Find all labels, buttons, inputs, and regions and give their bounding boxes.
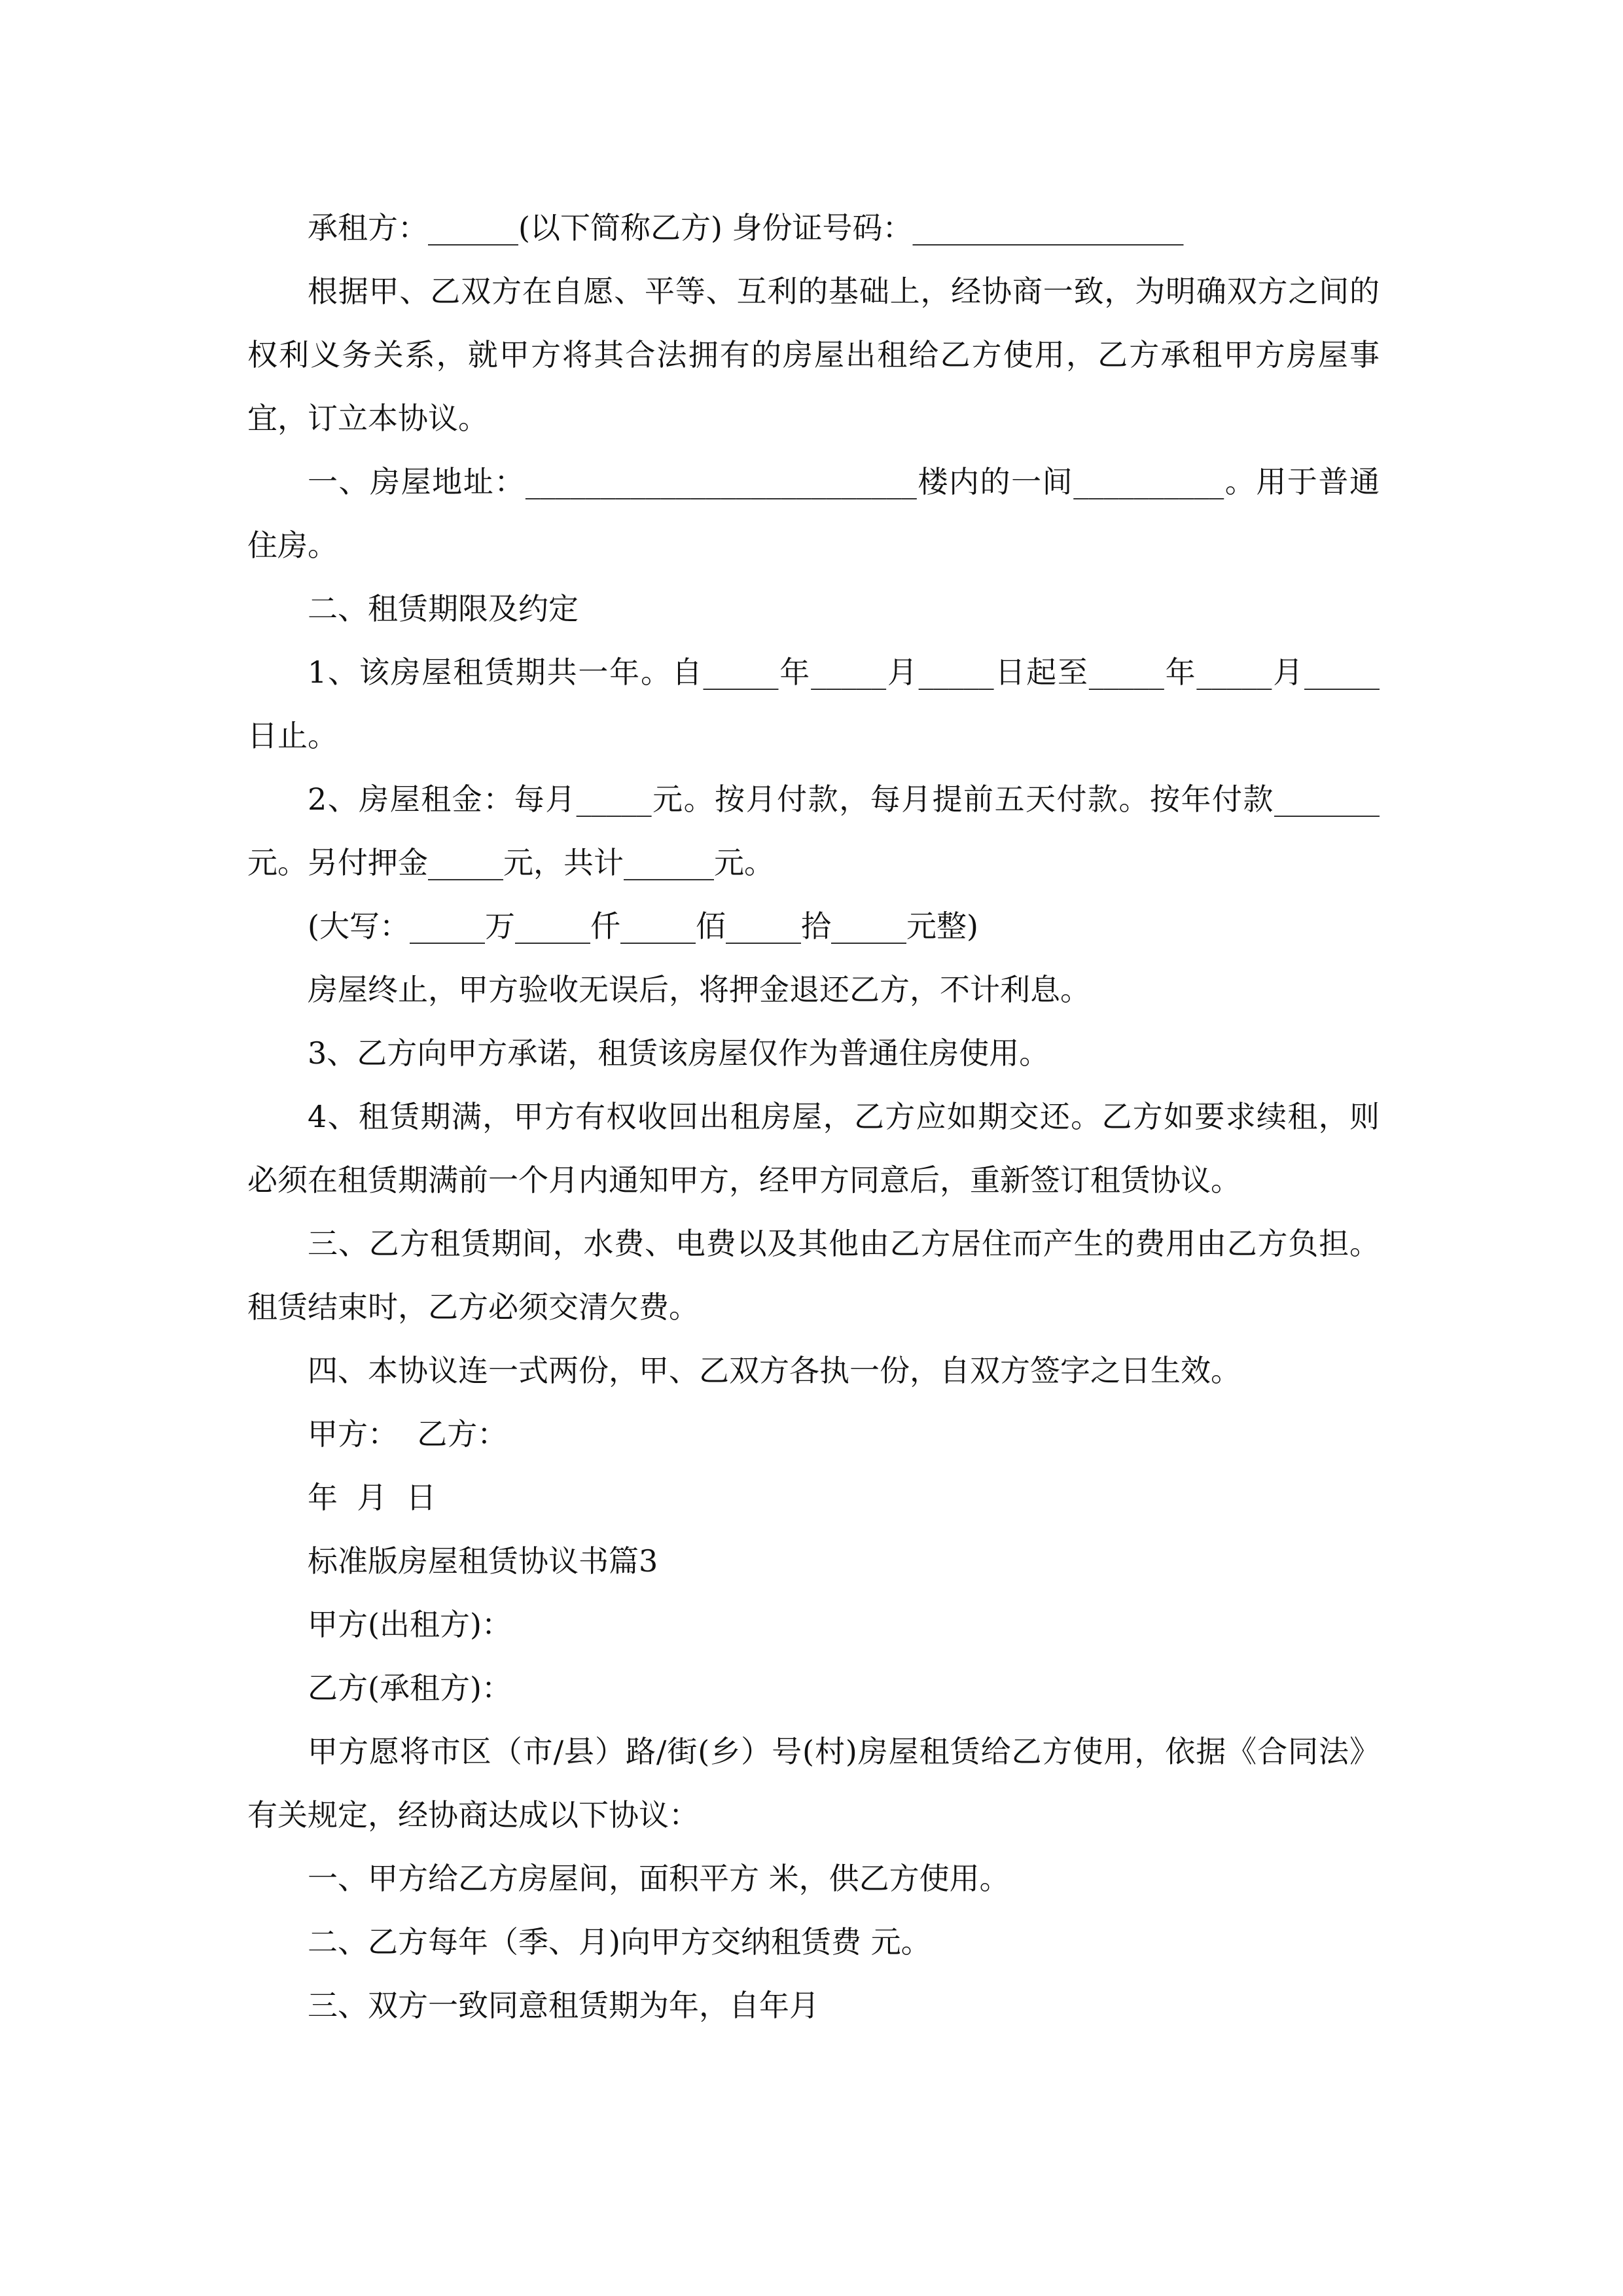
paragraph-rent: 2、房屋租金：每月_____元。按月付款，每月提前五天付款。按年付款_______元。另付押金_____元，共计______元。 — [247, 781, 1380, 880]
party-a-lessor: 甲方(出租方)： — [308, 1607, 512, 1642]
paragraph-residential-use: 3、乙方向甲方承诺，租赁该房屋仅作为普通住房使用。 — [308, 1035, 1050, 1071]
party-b-lessee: 乙方(承租方)： — [308, 1670, 512, 1706]
paragraph-preamble: 根据甲、乙双方在自愿、平等、互利的基础上，经协商一致，为明确双方之间的权利义务关系，就甲方将其合法拥有的房屋出租给乙方使用，乙方承租甲方房屋事宜，订立本协议。 — [247, 274, 1380, 436]
paragraph-room-area: 一、甲方给乙方房屋间，面积平方 米，供乙方使用。 — [308, 1861, 1010, 1896]
signature-date: 年 月 日 — [308, 1480, 437, 1515]
paragraph-utility-fees: 三、乙方租赁期间，水费、电费以及其他由乙方居住而产生的费用由乙方负担。租赁结束时，乙方必须交清欠费。 — [247, 1226, 1380, 1325]
paragraph-rent-payment: 二、乙方每年（季、月)向甲方交纳租赁费 元。 — [308, 1924, 931, 1960]
paragraph-lease-duration: 三、双方一致同意租赁期为年，自年月 — [308, 1988, 819, 2023]
document-page — [247, 196, 1380, 2037]
section-heading-lease-term: 二、租赁期限及约定 — [308, 591, 579, 626]
paragraph-copies: 四、本协议连一式两份，甲、乙双方各执一份，自双方签字之日生效。 — [308, 1353, 1241, 1388]
paragraph-house-address: 一、房屋地址：__________________________楼内的一间__________。用于普通住房。 — [247, 464, 1380, 563]
paragraph-agreement-basis: 甲方愿将市区（市/县）路/街(乡）号(村)房屋租赁给乙方使用，依据《合同法》有关规定，经协商达成以下协议： — [247, 1734, 1380, 1833]
paragraph-lease-expiry: 4、租赁期满，甲方有权收回出租房屋，乙方应如期交还。乙方如要求续租，则必须在租赁期满前一个月内通知甲方，经甲方同意后，重新签订租赁协议。 — [247, 1099, 1380, 1198]
section-title-agreement-3: 标准版房屋租赁协议书篇3 — [308, 1543, 658, 1579]
signature-parties: 甲方： 乙方： — [308, 1416, 508, 1452]
paragraph-lease-period: 1、该房屋租赁期共一年。自_____年_____月_____日起至_____年_____月_____日止。 — [247, 655, 1380, 753]
paragraph-deposit-refund: 房屋终止，甲方验收无误后，将押金退还乙方，不计利息。 — [308, 972, 1090, 1007]
paragraph-lessee-info: 承租方：______(以下简称乙方) 身份证号码：__________________ — [308, 210, 1184, 245]
paragraph-amount-in-words: (大写：_____万_____仟_____佰_____拾_____元整) — [308, 908, 978, 944]
